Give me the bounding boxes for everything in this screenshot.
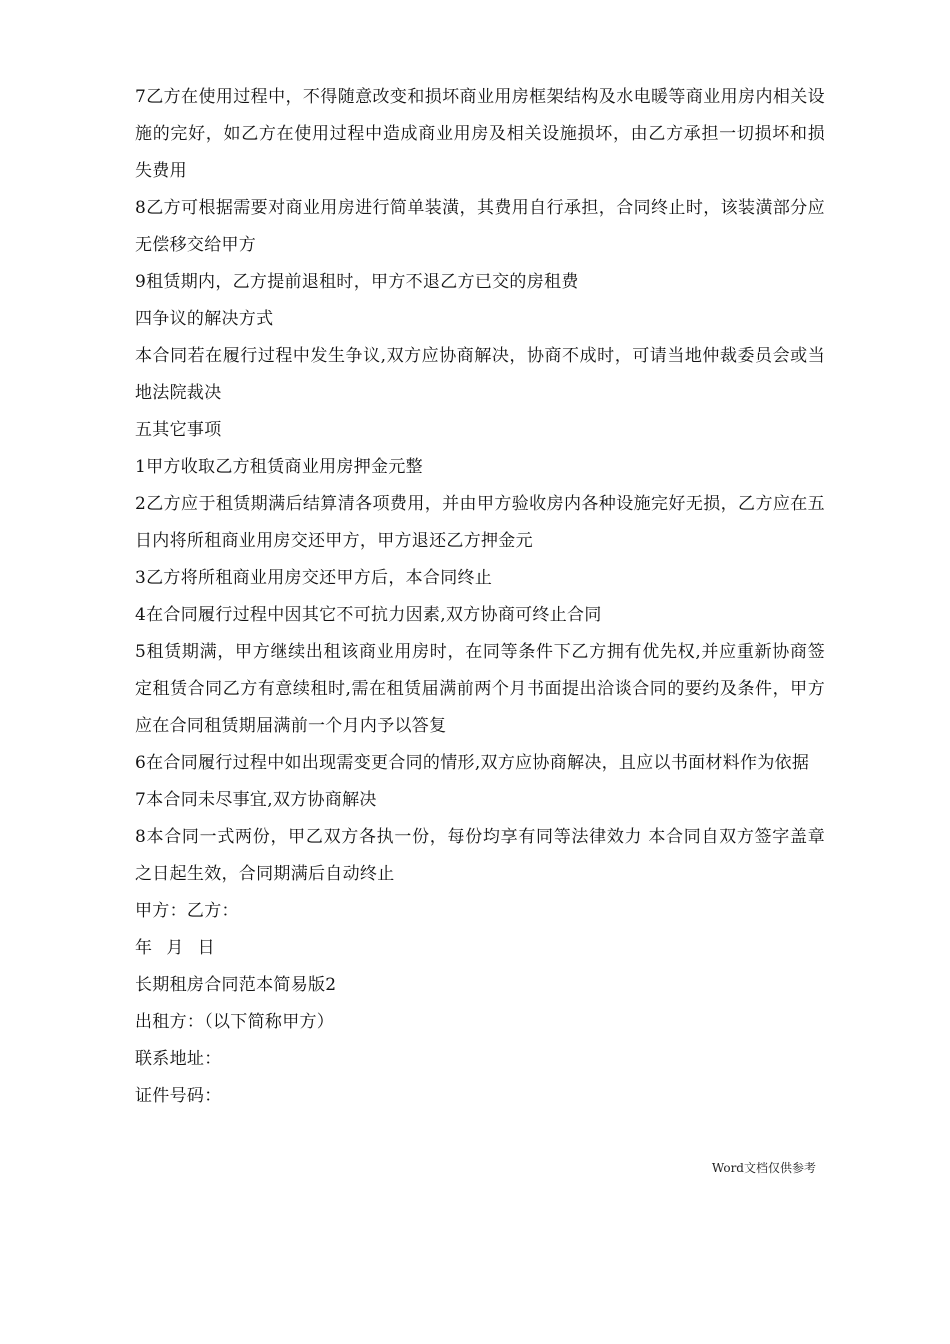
clause-paragraph: 6在合同履行过程中如出现需变更合同的情形,双方应协商解决，且应以书面材料作为依据 <box>135 753 810 773</box>
address-line: 联系地址： <box>135 1049 222 1069</box>
clause-paragraph: 9租赁期内，乙方提前退租时，甲方不退乙方已交的房租费 <box>135 272 579 292</box>
lessor-line: 出租方：（以下简称甲方） <box>135 1012 335 1032</box>
footer-note: Word文档仅供参考 <box>711 1161 816 1175</box>
clause-paragraph: 7乙方在使用过程中，不得随意改变和损坏商业用房框架结构及水电暖等商业用房内相关设施的完好，如乙方在使用过程中造成商业用房及相关设施损坏，由乙方承担一切损坏和损失费用 <box>135 87 825 181</box>
clause-paragraph: 本合同若在履行过程中发生争议,双方应协商解决，协商不成时，可请当地仲裁委员会或当地法院裁决 <box>135 346 825 403</box>
contract-title: 长期租房合同范本简易版2 <box>135 975 337 995</box>
date-year: 年 <box>135 938 153 958</box>
party-b-label: 乙方： <box>186 901 239 921</box>
clause-paragraph: 1甲方收取乙方租赁商业用房押金元整 <box>135 457 423 477</box>
clause-paragraph: 7本合同未尽事宜,双方协商解决 <box>135 790 377 810</box>
clause-paragraph: 4在合同履行过程中因其它不可抗力因素,双方协商可终止合同 <box>135 605 602 625</box>
document-page <box>135 79 825 1115</box>
section-heading: 四争议的解决方式 <box>135 309 274 329</box>
date-line <box>135 930 825 967</box>
signature-line <box>135 893 825 930</box>
date-day: 日 <box>197 938 215 958</box>
clause-paragraph: 8乙方可根据需要对商业用房进行简单装潢，其费用自行承担，合同终止时，该装潢部分应无偿移交给甲方 <box>135 198 825 255</box>
clause-paragraph: 5租赁期满，甲方继续出租该商业用房时，在同等条件下乙方拥有优先权,并应重新协商签定租赁合同乙方有意续租时,需在租赁届满前两个月书面提出洽谈合同的要约及条件，甲方应在合同租赁期届满前一个月内予以答复 <box>135 642 825 736</box>
clause-paragraph: 3乙方将所租商业用房交还甲方后，本合同终止 <box>135 568 493 588</box>
clause-paragraph: 2乙方应于租赁期满后结算清各项费用，并由甲方验收房内各种设施完好无损，乙方应在五日内将所租商业用房交还甲方，甲方退还乙方押金元 <box>135 494 825 551</box>
section-heading: 五其它事项 <box>135 420 222 440</box>
party-a-label: 甲方： <box>135 901 187 921</box>
clause-paragraph: 8本合同一式两份，甲乙双方各执一份，每份均享有同等法律效力 本合同自双方签字盖章之日起生效，合同期满后自动终止 <box>135 827 825 884</box>
date-month: 月 <box>166 938 184 958</box>
id-number-line: 证件号码： <box>135 1086 222 1106</box>
